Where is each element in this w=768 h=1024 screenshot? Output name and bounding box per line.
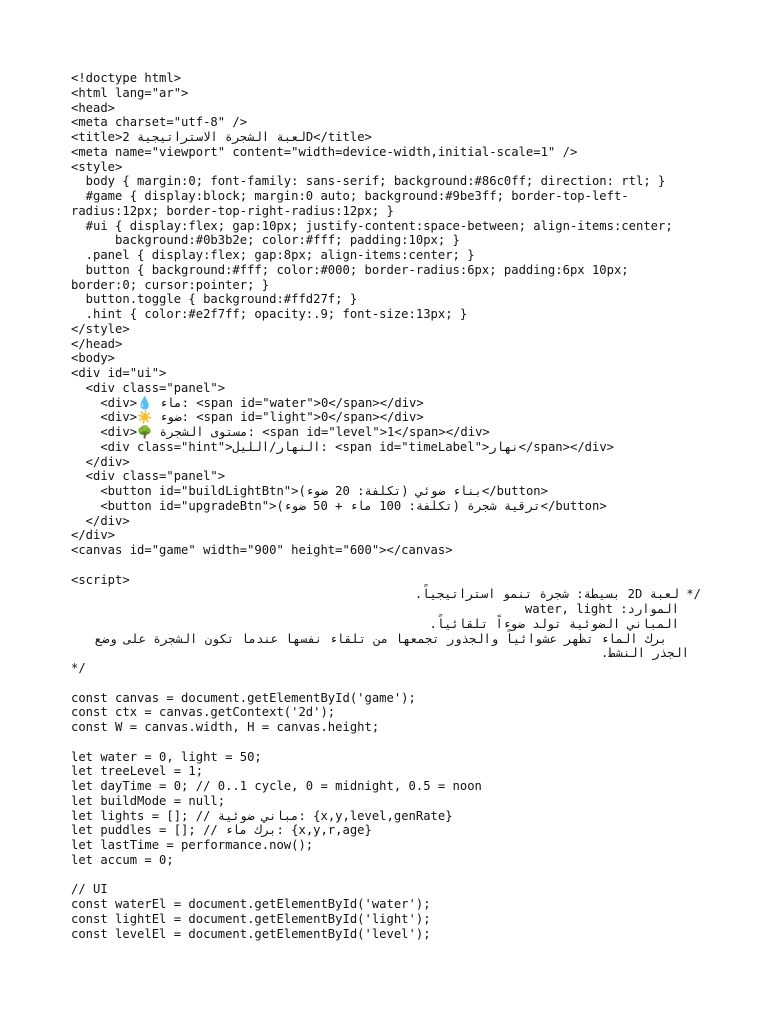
code-line: let water = 0, light = 50; (71, 749, 262, 764)
code-line: المباني الضوئية تولد ضوءاً تلقائياً. (429, 616, 701, 631)
code-line: <div>🌳 مستوى الشجرة: <span id="level">1</span></div> (71, 425, 490, 439)
code-line (71, 676, 701, 691)
code-line: <html lang="ar"> (71, 85, 189, 100)
code-line: <style> (71, 159, 123, 174)
code-line: </div> (71, 513, 130, 528)
code-line (71, 735, 701, 750)
code-line: */ (71, 661, 86, 675)
code-line: #ui { display:flex; gap:10px; justify-content:space-between; align-items:center; (71, 218, 673, 233)
code-line: <title>لعبة الشجرة الاستراتيجية 2D</title> (71, 130, 372, 144)
code-line: <button id="buildLightBtn">بناء ضوئي (تكلفة: 20 ضوء)</button> (71, 484, 548, 498)
code-line: <canvas id="game" width="900" height="600"></canvas> (71, 543, 453, 557)
code-line: border:0; cursor:pointer; } (71, 277, 270, 292)
code-line: const canvas = document.getElementById('game'); (71, 690, 416, 705)
code-line: let accum = 0; (71, 852, 174, 867)
code-line: const waterEl = document.getElementById('water'); (71, 897, 431, 911)
code-line: let treeLevel = 1; (71, 764, 204, 779)
code-line: const lightEl = document.getElementById('light'); (71, 911, 431, 926)
code-line: <!doctype html> (71, 71, 182, 85)
code-line: button.toggle { background:#ffd27f; } (71, 292, 358, 307)
code-line: <button id="upgradeBtn">ترقية شجرة (تكلفة: 100 ماء + 50 ضوء)</button> (71, 498, 607, 513)
code-line: let puddles = []; // برك ماء: {x,y,r,age} (71, 823, 372, 838)
code-line: let lights = []; // مباني ضوئية: {x,y,level,genRate} (71, 808, 453, 823)
code-line: // UI (71, 882, 108, 897)
code-line: <meta name="viewport" content="width=device-width,initial-scale=1" /> (71, 144, 578, 159)
code-line: <div class="panel"> (71, 380, 226, 395)
code-line: let dayTime = 0; // 0..1 cycle, 0 = midnight, 0.5 = noon (71, 779, 482, 793)
code-line: const ctx = canvas.getContext('2d'); (71, 705, 336, 720)
code-line: .hint { color:#e2f7ff; opacity:.9; font-size:13px; } (71, 307, 468, 321)
code-line: <div>💧 ماء: <span id="water">0</span></div> (71, 395, 424, 410)
code-line: </style> (71, 321, 130, 336)
code-line: #game { display:block; margin:0 auto; background:#9be3ff; border-top-left- (71, 189, 629, 203)
code-line: radius:12px; border-top-right-radius:12px; } (71, 203, 394, 218)
code-line: /* لعبة 2D بسيطة: شجرة تنمو استراتيجياً. (414, 587, 701, 602)
code-line: const levelEl = document.getElementById('level'); (71, 926, 431, 941)
code-line: <div>☀️ ضوء: <span id="light">0</span></div> (71, 410, 424, 425)
code-line: الموارد: water, light (524, 602, 701, 616)
code-line: <script> (71, 572, 130, 587)
code-line: let buildMode = null; (71, 793, 226, 808)
code-line (71, 558, 701, 573)
code-line: button { background:#fff; color:#000; border-radius:6px; padding:6px 10px; (71, 262, 629, 277)
code-line: <head> (71, 100, 116, 115)
code-line: برك الماء تظهر عشوائياً والجذور تجمعها من تلقاء نفسها عندما تكون الشجرة على وضع الجذر النشط. (87, 631, 689, 661)
code-line: </div> (71, 528, 116, 543)
code-line: <body> (71, 351, 116, 366)
code-document (71, 71, 701, 941)
code-line: .panel { display:flex; gap:8px; align-items:center; } (71, 248, 475, 262)
code-line (71, 868, 701, 883)
code-line: </head> (71, 336, 123, 351)
code-line: let lastTime = performance.now(); (71, 838, 314, 852)
code-line: </div> (71, 454, 130, 469)
code-line: <div class="hint">النهار/الليل: <span id="timeLabel">نهار</span></div> (71, 439, 615, 454)
code-line: <div id="ui"> (71, 366, 167, 380)
code-line: <div class="panel"> (71, 469, 226, 484)
code-line: <meta charset="utf-8" /> (71, 115, 248, 130)
code-line: const W = canvas.width, H = canvas.height; (71, 720, 380, 734)
code-line: body { margin:0; font-family: sans-serif; background:#86c0ff; direction: rtl; } (71, 174, 666, 189)
code-line: background:#0b3b2e; color:#fff; padding:10px; } (71, 233, 460, 248)
